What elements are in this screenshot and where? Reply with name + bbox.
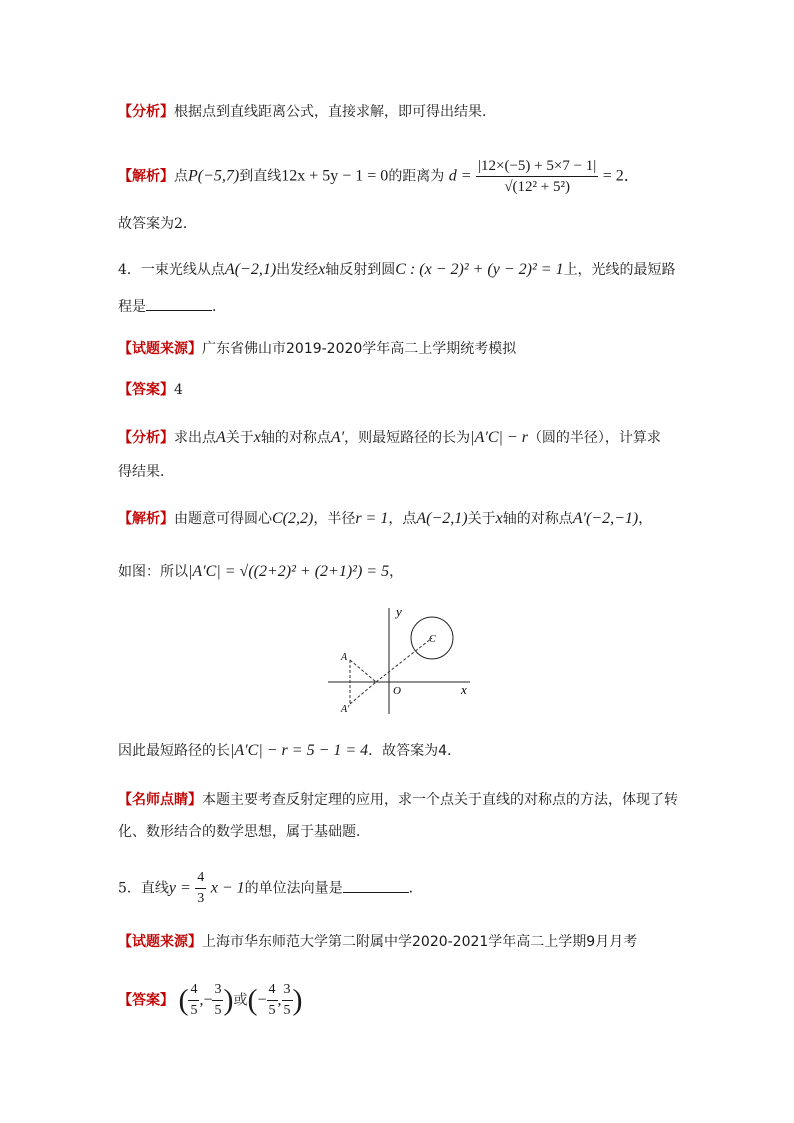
- analysis-tag: 【分析】: [118, 104, 174, 120]
- p4-conclusion: 因此最短路径的长|A′C| − r = 5 − 1 = 4．故答案为4．: [118, 742, 462, 759]
- point-a-label: A: [341, 652, 348, 663]
- slope-fraction: $\frac{4}{3}$: [197, 870, 205, 906]
- p4-teacher-line1: 【名师点睛】本题主要考查反射定理的应用，求一个点关于直线的对称点的方法，体现了转: [118, 792, 678, 808]
- p4-source: 【试题来源】广东省佛山市2019-2020学年高二上学期统考模拟: [118, 341, 517, 357]
- solution-tag: 【解析】: [118, 168, 174, 185]
- origin-label: O: [393, 685, 401, 697]
- p5-answer: 【答案】 ( $\frac{4}{5}$ ,− $\frac{3}{5}$ )或(− $\frac{4}{5}$ , $\frac{3}{5}$ ): [118, 982, 303, 1018]
- p3-conclusion: 故答案为2．: [118, 216, 197, 232]
- p4-question-line1: 4．一束光线从点A(−2,1)出发经x轴反射到圆C : (x − 2)² + (y − 2)² = 1上，光线的最短路: [118, 261, 676, 278]
- p4-analysis-line1: 【分析】求出点A关于x轴的对称点A′，则最短路径的长为|A′C| − r（圆的半径），计算求: [118, 429, 661, 446]
- answer-blank: [343, 878, 409, 893]
- distance-fraction: $\frac{|12\times(-5) + 5\times 7 - 1|}{\text{√(12² + 5²)}}$: [478, 158, 597, 195]
- source-tag: 【试题来源】: [118, 934, 202, 950]
- p4-answer: 【答案】4: [118, 382, 183, 398]
- answer-tag: 【答案】: [118, 992, 174, 1009]
- analysis-tag: 【分析】: [118, 430, 174, 446]
- answer-blank: [146, 296, 212, 311]
- reflection-figure: [324, 604, 484, 719]
- path-a-to-axis: [350, 660, 376, 682]
- p5-question: 5．直线y = $\frac{4}{3}$ x − 1的单位法向量是 ．: [118, 868, 423, 909]
- path-aprime-to-axis: [350, 682, 376, 704]
- point-aprime-label: A′: [341, 704, 350, 715]
- center-label: C: [429, 634, 436, 645]
- p3-analysis: 【分析】根据点到直线距离公式，直接求解，即可得出结果．: [118, 104, 496, 120]
- y-axis-label: y: [396, 604, 402, 619]
- p4-solution-line1: 【解析】由题意可得圆心C(2,2)，半径r = 1，点A(−2,1)关于x轴的对称点A′(−2,−1)，: [118, 510, 653, 527]
- solution-tag: 【解析】: [118, 511, 174, 527]
- x-axis-label: x: [461, 682, 467, 697]
- answer-tag: 【答案】: [118, 382, 174, 398]
- p4-question-line2: 程是 ．: [118, 296, 226, 317]
- teacher-tag: 【名师点睛】: [118, 792, 202, 808]
- p4-teacher-line2: 化、数形结合的数学思想，属于基础题．: [118, 824, 370, 840]
- p4-solution-line2: 如图：所以|A′C| = √((2+2)² + (2+1)²) = 5，: [118, 563, 404, 580]
- p4-analysis-line2: 得结果．: [118, 464, 174, 480]
- path-axis-to-c: [376, 638, 432, 682]
- source-tag: 【试题来源】: [118, 341, 202, 357]
- p5-source: 【试题来源】上海市华东师范大学第二附属中学2020-2021学年高二上学期9月月考: [118, 934, 638, 950]
- p3-solution: 【解析】点P(−5,7)到直线12x + 5y − 1 = 0的距离为 d = $\frac{|12\times(-5) + 5\times 7 - 1|}{\text{√(12² + 5²)}}$ = 2．: [118, 158, 640, 195]
